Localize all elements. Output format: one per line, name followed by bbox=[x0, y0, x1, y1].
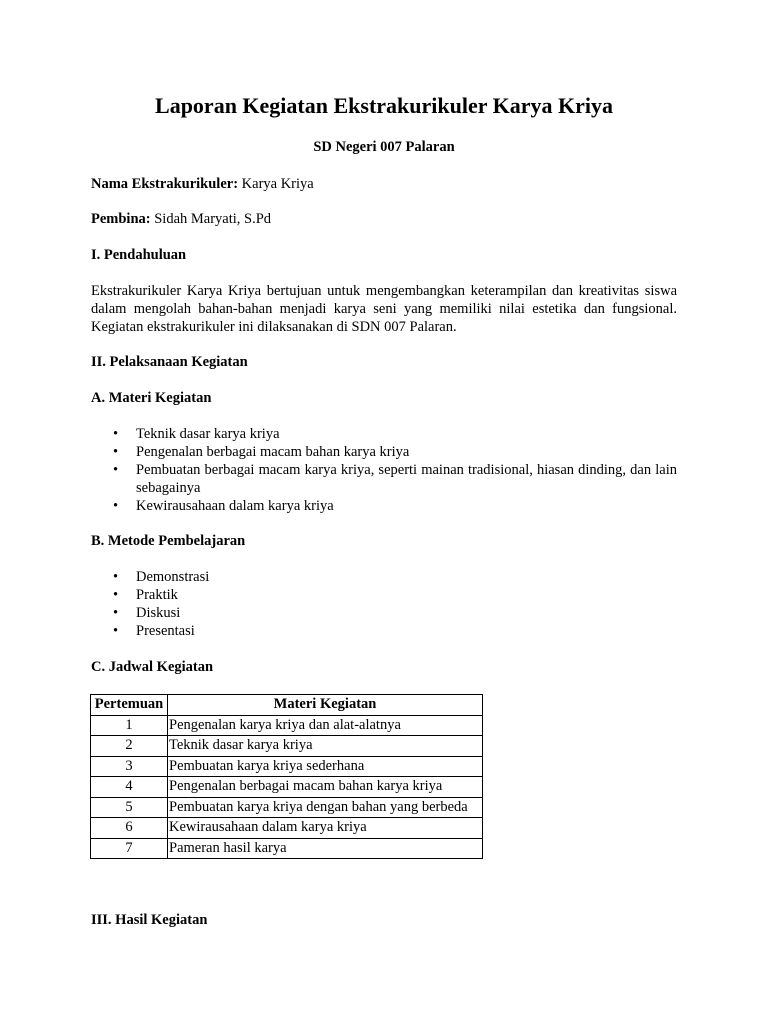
document-title: Laporan Kegiatan Ekstrakurikuler Karya Kriya bbox=[155, 93, 613, 118]
subheading-materi: A. Materi Kegiatan bbox=[91, 390, 212, 406]
bullet-icon: • bbox=[113, 444, 119, 460]
list-item: • Demonstrasi bbox=[113, 569, 210, 585]
subheading-jadwal: C. Jadwal Kegiatan bbox=[91, 659, 214, 675]
bullet-icon: • bbox=[113, 498, 119, 514]
nama-value: Karya Kriya bbox=[241, 176, 314, 192]
bullet-icon: • bbox=[113, 462, 119, 478]
table-row: 3 Pembuatan karya kriya sederhana bbox=[91, 756, 483, 777]
section-heading-pelaksanaan: II. Pelaksanaan Kegiatan bbox=[91, 354, 248, 370]
bullet-icon: • bbox=[113, 623, 119, 639]
list-item: • Pengenalan berbagai macam bahan karya kriya bbox=[113, 444, 410, 460]
metode-list bbox=[91, 568, 677, 640]
list-item: • Praktik bbox=[113, 587, 178, 603]
pendahuluan-paragraph: Ekstrakurikuler Karya Kriya bertujuan untuk mengembangkan keterampilan dan kreativitas siswa dalam mengolah bahan-bahan menjadi karya seni yang memiliki nilai estetika dan fungsional. Kegiatan ekstrakurikuler ini dilaksanakan di SDN 007 Palaran. bbox=[91, 283, 677, 335]
pembina-label: Pembina: bbox=[91, 211, 151, 227]
pembina-value: Sidah Maryati, S.Pd bbox=[154, 211, 272, 227]
list-item: • Pembuatan berbagai macam karya kriya, seperti mainan tradisional, hiasan dinding, dan lain sebagainya bbox=[113, 462, 677, 496]
table-header-row bbox=[91, 695, 483, 716]
jadwal-table bbox=[90, 694, 483, 859]
bullet-icon: • bbox=[113, 605, 119, 621]
table-row: 6 Kewirausahaan dalam karya kriya bbox=[91, 818, 483, 839]
nama-label: Nama Ekstrakurikuler: bbox=[91, 176, 239, 192]
bullet-icon: • bbox=[113, 587, 119, 603]
list-item: • Presentasi bbox=[113, 623, 195, 639]
info-pembina bbox=[91, 210, 271, 228]
table-row: 7 Pameran hasil karya bbox=[91, 838, 483, 859]
list-item: • Kewirausahaan dalam karya kriya bbox=[113, 498, 334, 514]
section-heading-pendahuluan: I. Pendahuluan bbox=[91, 247, 187, 263]
list-item: • Teknik dasar karya kriya bbox=[113, 426, 280, 442]
table-row: 2 Teknik dasar karya kriya bbox=[91, 736, 483, 757]
table-row: 4 Pengenalan berbagai macam bahan karya kriya bbox=[91, 777, 483, 798]
section-heading-hasil: III. Hasil Kegiatan bbox=[91, 912, 208, 928]
bullet-icon: • bbox=[113, 569, 119, 585]
list-item: • Diskusi bbox=[113, 605, 181, 621]
info-nama bbox=[91, 175, 314, 193]
column-header-pertemuan: Pertemuan bbox=[91, 695, 168, 716]
column-header-materi: Materi Kegiatan bbox=[168, 695, 483, 716]
subheading-metode: B. Metode Pembelajaran bbox=[91, 533, 246, 549]
materi-list bbox=[91, 425, 677, 515]
table-row: 5 Pembuatan karya kriya dengan bahan yang berbeda bbox=[91, 797, 483, 818]
bullet-icon: • bbox=[113, 426, 119, 442]
document-subtitle: SD Negeri 007 Palaran bbox=[313, 139, 455, 155]
table-row: 1 Pengenalan karya kriya dan alat-alatnya bbox=[91, 715, 483, 736]
